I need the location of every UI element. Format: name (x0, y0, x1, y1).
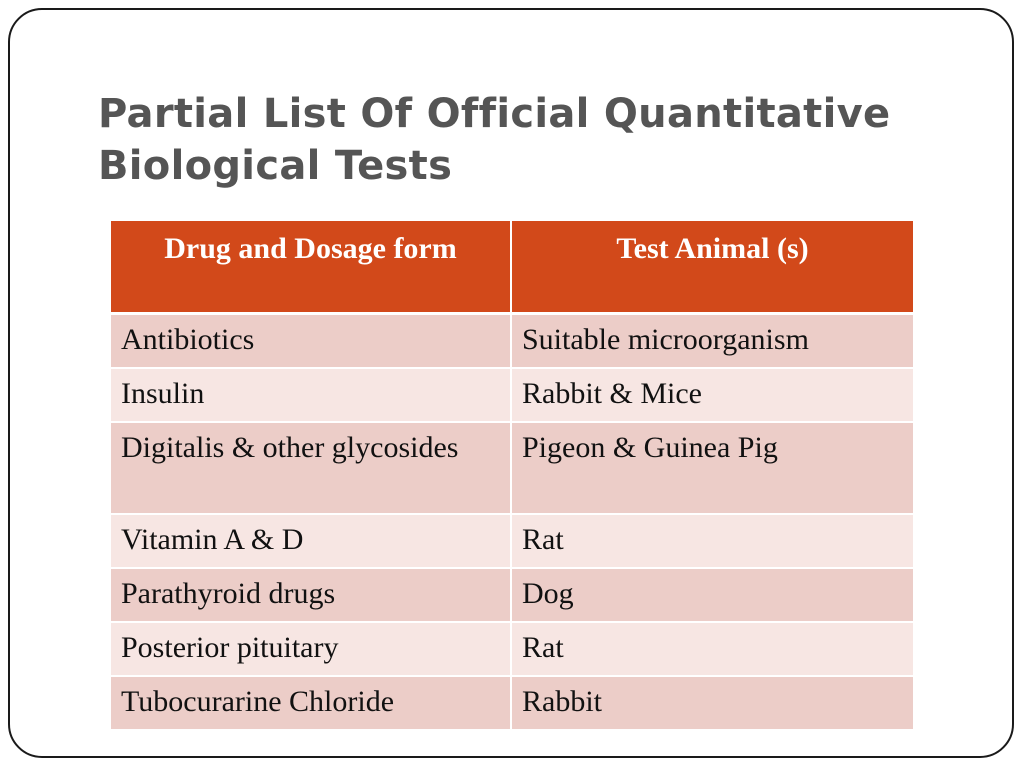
drug-cell: Vitamin A & D (111, 514, 511, 568)
table-header-row (111, 221, 913, 313)
drug-cell: Parathyroid drugs (111, 568, 511, 622)
tests-table (111, 221, 913, 729)
animal-cell: Pigeon & Guinea Pig (511, 422, 913, 514)
animal-cell: Dog (511, 568, 913, 622)
table-row (111, 568, 913, 622)
animal-cell: Rat (511, 514, 913, 568)
animal-cell: Rabbit & Mice (511, 368, 913, 422)
animal-cell: Rabbit (511, 676, 913, 729)
drug-cell: Antibiotics (111, 313, 511, 368)
table-row (111, 514, 913, 568)
drug-cell: Insulin (111, 368, 511, 422)
drug-cell: Tubocurarine Chloride (111, 676, 511, 729)
slide-title: Partial List Of Official Quantitative Biological Tests (98, 91, 891, 189)
drug-cell: Posterior pituitary (111, 622, 511, 676)
header-test-animal: Test Animal (s) (511, 221, 913, 313)
animal-cell: Suitable microorganism (511, 313, 913, 368)
table-row (111, 368, 913, 422)
table-row (111, 422, 913, 514)
drug-cell: Digitalis & other glycosides (111, 422, 511, 514)
table-row (111, 622, 913, 676)
animal-cell: Rat (511, 622, 913, 676)
table-row (111, 676, 913, 729)
header-drug-form: Drug and Dosage form (111, 221, 511, 313)
table-row (111, 313, 913, 368)
